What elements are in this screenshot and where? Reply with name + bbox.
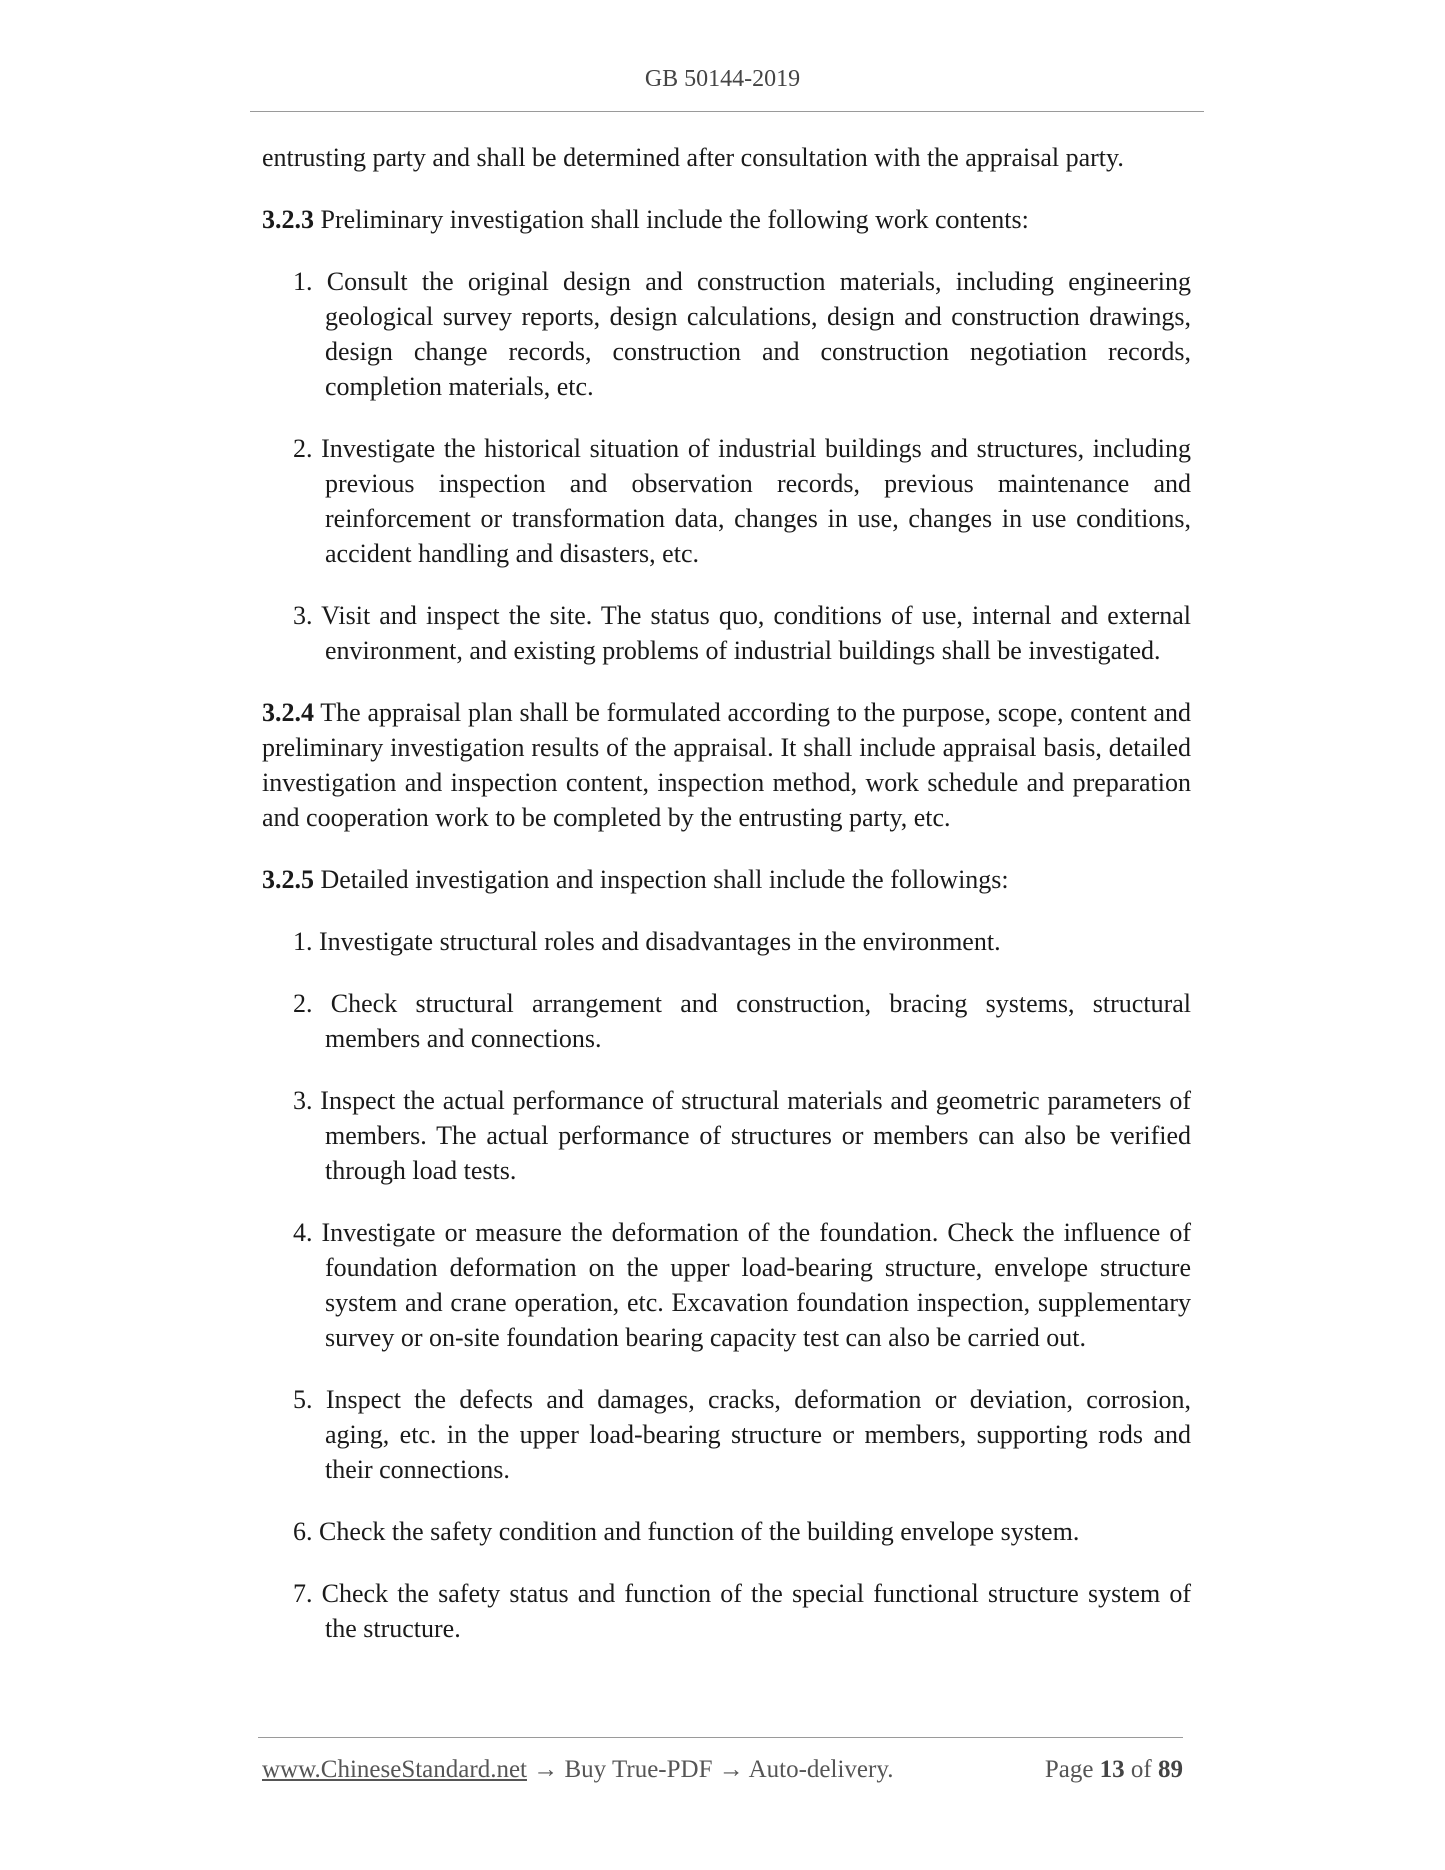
document-body — [262, 140, 1191, 1673]
list-item: 3. Inspect the actual performance of structural materials and geometric parameters of members. The actual performance of structures or members can also be verified through load tests. — [293, 1086, 1191, 1185]
list-item: 7. Check the safety status and function of the special functional structure system of the structure. — [293, 1579, 1191, 1643]
clause-text: Preliminary investigation shall include the following work contents: — [314, 205, 1029, 234]
footer-divider — [258, 1737, 1183, 1738]
clause-number: 3.2.5 — [262, 865, 314, 894]
list-item: 1. Consult the original design and construction materials, including engineering geological survey reports, design calculations, design and construction drawings, design change records, construction and construction negotiation records, completion materials, etc. — [293, 267, 1191, 401]
clause-text: The appraisal plan shall be formulated according to the purpose, scope, content and preliminary investigation results of the appraisal. It shall include appraisal basis, detailed investigation and inspection content, inspection method, work schedule and preparation and cooperation work to be completed by the entrusting party, etc. — [262, 698, 1191, 832]
list-item: 4. Investigate or measure the deformation of the foundation. Check the influence of foundation deformation on the upper load-bearing structure, envelope structure system and crane operation, etc. Excavation foundation inspection, supplementary survey or on-site foundation bearing capacity test can also be carried out. — [293, 1218, 1191, 1352]
site-link[interactable]: www.ChineseStandard.net — [262, 1756, 527, 1783]
clause-number: 3.2.4 — [262, 698, 314, 727]
clause-text: Detailed investigation and inspection shall include the followings: — [314, 865, 1009, 894]
page-number — [1045, 1756, 1183, 1784]
list-item: 2. Investigate the historical situation of industrial buildings and structures, including previous inspection and observation records, previous maintenance and reinforcement or transformation data, changes in use, changes in use conditions, accident handling and disasters, etc. — [293, 434, 1191, 568]
promo-text: → Buy True-PDF → Auto-delivery. — [527, 1756, 894, 1783]
list-item: 3. Visit and inspect the site. The status quo, conditions of use, internal and external environment, and existing problems of industrial buildings shall be investigated. — [293, 601, 1191, 665]
clause-3-2-5 — [262, 862, 1191, 897]
list-item: 2. Check structural arrangement and construction, bracing systems, structural members and connections. — [293, 989, 1191, 1053]
header-divider — [250, 111, 1204, 112]
page-total: 89 — [1158, 1756, 1183, 1783]
clause-3-2-3 — [262, 202, 1191, 237]
page-of: of — [1130, 1756, 1152, 1783]
page-header-standard-code: GB 50144-2019 — [644, 66, 801, 92]
clause-3-2-4 — [262, 695, 1191, 835]
list-item: 5. Inspect the defects and damages, cracks, deformation or deviation, corrosion, aging, etc. in the upper load-bearing structure or members, supporting rods and their connections. — [293, 1385, 1191, 1484]
footer-promo — [262, 1756, 893, 1784]
page-label: Page — [1044, 1756, 1094, 1783]
clause-number: 3.2.3 — [262, 205, 314, 234]
page-footer — [262, 1756, 1183, 1784]
list-item: 1. Investigate structural roles and disadvantages in the environment. — [293, 927, 1001, 956]
page-current: 13 — [1099, 1756, 1125, 1783]
intro-continuation: entrusting party and shall be determined after consultation with the appraisal party. — [262, 143, 1124, 172]
list-item: 6. Check the safety condition and function of the building envelope system. — [293, 1517, 1080, 1546]
